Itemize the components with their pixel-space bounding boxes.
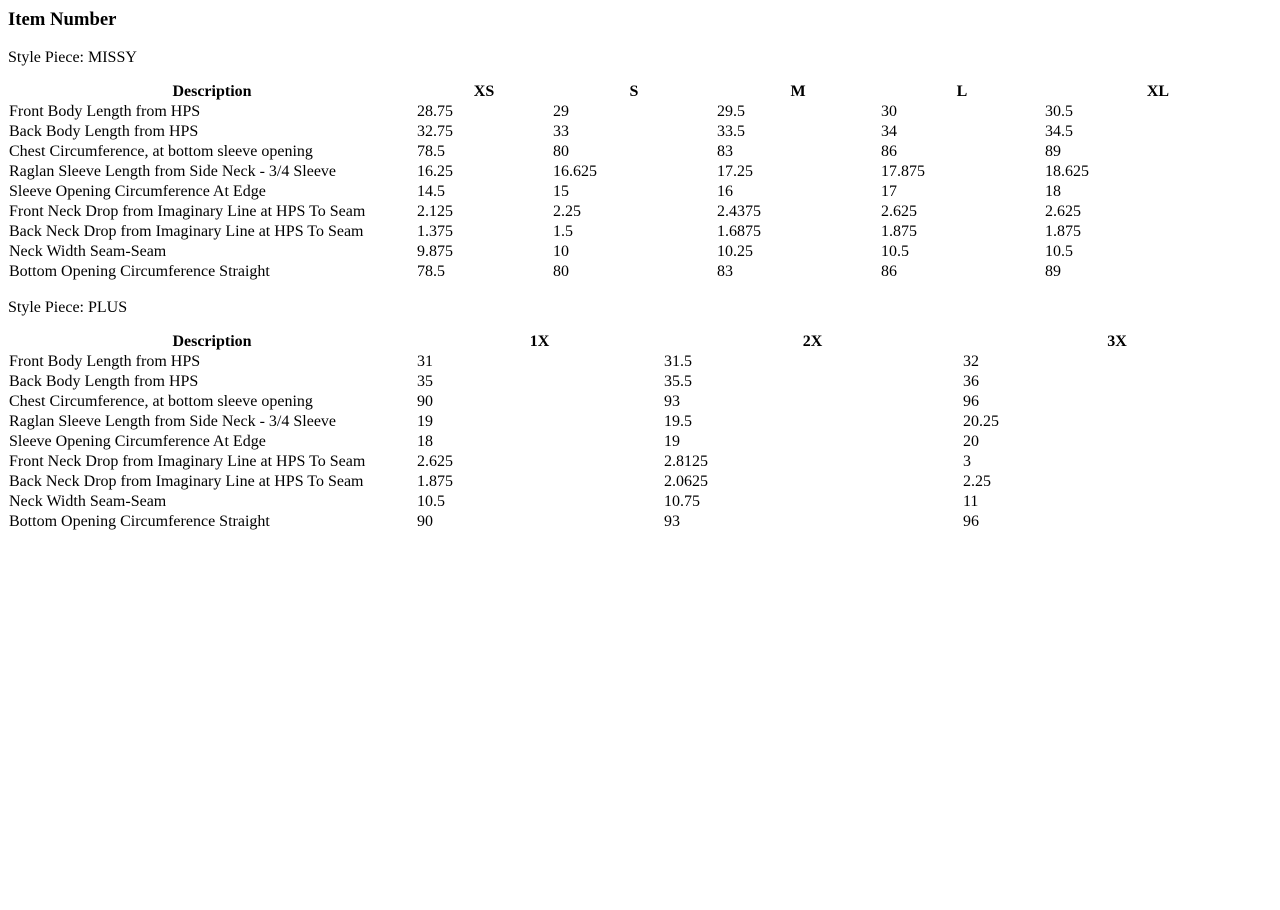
table-cell: 31.5 (664, 353, 692, 370)
table-cell: 1.875 (417, 473, 453, 490)
table-cell: 10 (553, 243, 569, 260)
table-cell: Front Body Length from HPS (9, 103, 201, 120)
table-cell: Back Neck Drop from Imaginary Line at HPS To Seam (9, 223, 364, 240)
table-cell: 1.875 (881, 223, 917, 240)
size-table-missy (8, 82, 1272, 282)
table-row (8, 102, 1272, 122)
table-cell: Chest Circumference, at bottom sleeve opening (9, 143, 313, 160)
table-cell: 36 (963, 373, 979, 390)
table-cell: Raglan Sleeve Length from Side Neck - 3/4 Sleeve (9, 163, 337, 180)
table-cell: Front Neck Drop from Imaginary Line at HPS To Seam (9, 203, 366, 220)
table-cell: 18 (417, 433, 433, 450)
table-cell: 35 (417, 373, 433, 390)
table-cell: 2.625 (417, 453, 453, 470)
table-cell: 19 (664, 433, 680, 450)
table-cell: 35.5 (664, 373, 692, 390)
table-cell: 10.75 (664, 493, 700, 510)
table-cell: 93 (664, 393, 680, 410)
style-piece-label-plus: Style Piece: PLUS (8, 299, 128, 316)
table-cell: 2.625 (1045, 203, 1081, 220)
table-cell: 19.5 (664, 413, 692, 430)
column-header: Description (172, 83, 252, 100)
table-cell: 2.0625 (664, 473, 708, 490)
table-cell: Back Body Length from HPS (9, 123, 199, 140)
table-cell: 83 (717, 143, 733, 160)
table-cell: 18.625 (1045, 163, 1089, 180)
table-row (8, 162, 1272, 182)
table-cell: 86 (881, 143, 897, 160)
table-cell: 10.5 (417, 493, 445, 510)
table-cell: 33.5 (717, 123, 745, 140)
table-cell: Neck Width Seam-Seam (9, 243, 167, 260)
table-row (8, 242, 1272, 262)
table-cell: 1.375 (417, 223, 453, 240)
table-cell: 89 (1045, 263, 1061, 280)
table-row (8, 122, 1272, 142)
table-cell: 16 (717, 183, 733, 200)
table-cell: 2.625 (881, 203, 917, 220)
column-header: M (790, 83, 806, 100)
table-cell: 96 (963, 513, 979, 530)
page-title: Item Number (8, 9, 117, 30)
table-cell: 78.5 (417, 263, 445, 280)
table-cell: 15 (553, 183, 569, 200)
table-cell: 2.8125 (664, 453, 708, 470)
table-row (8, 222, 1272, 242)
table-cell: Raglan Sleeve Length from Side Neck - 3/4 Sleeve (9, 413, 337, 430)
table-row (8, 392, 1272, 412)
column-header: 1X (529, 333, 550, 350)
table-cell: Front Neck Drop from Imaginary Line at HPS To Seam (9, 453, 366, 470)
table-cell: 19 (417, 413, 433, 430)
table-row (8, 202, 1272, 222)
table-cell: 34.5 (1045, 123, 1073, 140)
table-cell: 33 (553, 123, 569, 140)
style-piece-label-missy: Style Piece: MISSY (8, 49, 137, 66)
table-cell: 29 (553, 103, 569, 120)
column-header: L (956, 83, 968, 100)
table-row (8, 142, 1272, 162)
table-cell: Back Neck Drop from Imaginary Line at HPS To Seam (9, 473, 364, 490)
table-cell: 80 (553, 143, 569, 160)
table-cell: 16.625 (553, 163, 597, 180)
table-row (8, 352, 1272, 372)
column-header: 3X (1107, 333, 1127, 350)
table-cell: 32.75 (417, 123, 453, 140)
table-cell: 93 (664, 513, 680, 530)
table-cell: 18 (1045, 183, 1061, 200)
table-cell: 80 (553, 263, 569, 280)
table-cell: 90 (417, 393, 433, 410)
table-row (8, 412, 1272, 432)
table-cell: 96 (963, 393, 979, 410)
table-cell: 14.5 (417, 183, 445, 200)
table-cell: 90 (417, 513, 433, 530)
table-cell: 9.875 (417, 243, 453, 260)
table-cell: Front Body Length from HPS (9, 353, 201, 370)
size-table-plus (8, 332, 1272, 532)
table-cell: 86 (881, 263, 897, 280)
table-cell: 34 (881, 123, 897, 140)
table-cell: Bottom Opening Circumference Straight (9, 263, 270, 280)
table-cell: 20.25 (963, 413, 999, 430)
column-header: XL (1146, 83, 1170, 100)
table-cell: 32 (963, 353, 979, 370)
table-cell: Chest Circumference, at bottom sleeve opening (9, 393, 313, 410)
table-cell: Bottom Opening Circumference Straight (9, 513, 270, 530)
table-cell: 1.875 (1045, 223, 1081, 240)
column-header: S (629, 83, 639, 100)
table-row (8, 262, 1272, 282)
table-cell: 2.25 (963, 473, 991, 490)
table-cell: 17.25 (717, 163, 753, 180)
table-cell: 1.5 (553, 223, 573, 240)
table-cell: 2.4375 (717, 203, 761, 220)
table-row (8, 492, 1272, 512)
table-cell: 2.25 (553, 203, 581, 220)
table-cell: 17 (881, 183, 897, 200)
table-cell: Back Body Length from HPS (9, 373, 199, 390)
table-row (8, 472, 1272, 492)
column-header: Description (172, 333, 252, 350)
table-cell: 17.875 (881, 163, 925, 180)
table-cell: 20 (963, 433, 979, 450)
table-cell: 31 (417, 353, 433, 370)
table-cell: 30 (881, 103, 897, 120)
table-cell: 29.5 (717, 103, 745, 120)
table-cell: Sleeve Opening Circumference At Edge (9, 183, 266, 200)
table-cell: 10.25 (717, 243, 753, 260)
table-cell: 10.5 (881, 243, 909, 260)
table-cell: 10.5 (1045, 243, 1073, 260)
table-row (8, 452, 1272, 472)
table-cell: 2.125 (417, 203, 453, 220)
table-cell: 3 (963, 453, 971, 470)
table-row (8, 182, 1272, 202)
table-header-row (8, 332, 1272, 352)
table-header-row (8, 82, 1272, 102)
table-cell: 78.5 (417, 143, 445, 160)
table-row (8, 372, 1272, 392)
column-header: 2X (802, 333, 823, 350)
table-row (8, 432, 1272, 452)
table-cell: 30.5 (1045, 103, 1073, 120)
table-cell: Neck Width Seam-Seam (9, 493, 167, 510)
table-row (8, 512, 1272, 532)
table-cell: 1.6875 (717, 223, 761, 240)
table-cell: 83 (717, 263, 733, 280)
table-cell: 28.75 (417, 103, 453, 120)
table-cell: Sleeve Opening Circumference At Edge (9, 433, 266, 450)
table-cell: 89 (1045, 143, 1061, 160)
column-header: XS (473, 83, 495, 100)
table-cell: 11 (963, 493, 979, 510)
table-cell: 16.25 (417, 163, 453, 180)
